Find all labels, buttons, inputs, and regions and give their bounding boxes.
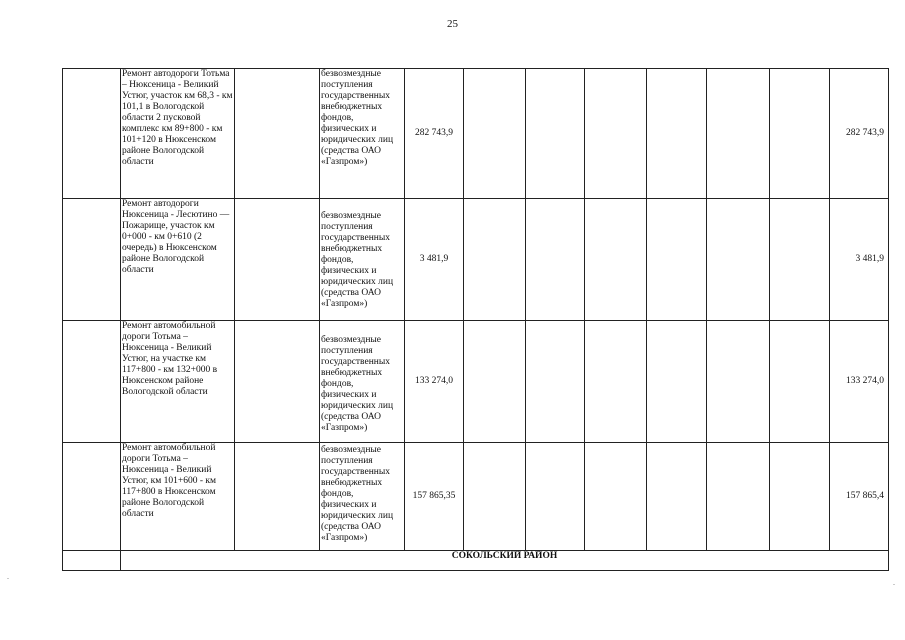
empty-cell	[464, 69, 526, 199]
total-cell: 3 481,9	[830, 199, 889, 321]
empty-cell	[647, 69, 707, 199]
empty-cell	[235, 199, 320, 321]
empty-cell	[647, 443, 707, 551]
empty-cell	[585, 199, 647, 321]
empty-cell	[585, 443, 647, 551]
funding-source: безвозмездные поступления государственных внебюджетных фондов, физических и юридических лиц (средства ОАО «Газпром»)	[320, 321, 405, 443]
empty-cell	[526, 69, 585, 199]
empty-cell	[235, 321, 320, 443]
empty-cell	[63, 69, 121, 199]
empty-cell	[63, 443, 121, 551]
amount-cell: 157 865,35	[405, 443, 464, 551]
total-cell: 133 274,0	[830, 321, 889, 443]
table-row	[63, 443, 889, 551]
budget-table	[62, 68, 889, 571]
table-row	[63, 69, 889, 199]
scan-mark: .	[7, 572, 9, 581]
section-row	[63, 551, 889, 571]
page-number: 25	[447, 18, 458, 30]
empty-cell	[526, 443, 585, 551]
empty-cell	[63, 321, 121, 443]
empty-cell	[235, 443, 320, 551]
empty-cell	[526, 321, 585, 443]
total-cell: 157 865,4	[830, 443, 889, 551]
funding-source: безвозмездные поступления государственных внебюджетных фондов, физических и юридических лиц (средства ОАО «Газпром»)	[320, 443, 405, 551]
empty-cell	[770, 69, 830, 199]
amount-cell: 282 743,9	[405, 69, 464, 199]
empty-cell	[707, 69, 770, 199]
empty-cell	[647, 321, 707, 443]
empty-cell	[770, 199, 830, 321]
empty-cell	[707, 321, 770, 443]
funding-source: безвозмездные поступления государственных внебюджетных фондов, физических и юридических лиц (средства ОАО «Газпром»)	[320, 69, 405, 199]
empty-cell	[464, 199, 526, 321]
empty-cell	[707, 443, 770, 551]
section-title: СОКОЛЬСКИЙ РАЙОН	[121, 551, 889, 571]
total-cell: 282 743,9	[830, 69, 889, 199]
object-description: Ремонт автодороги Нюксеница - Лесютино — Пожарище, участок км 0+000 - км 0+610 (2 очередь) в Нюксенском районе Вологодской области	[121, 199, 235, 321]
object-description: Ремонт автомобильной дороги Тотьма – Нюксеница - Великий Устюг, км 101+600 - км 117+800 в Нюксенском районе Вологодской области	[121, 443, 235, 551]
empty-cell	[464, 443, 526, 551]
empty-cell	[235, 69, 320, 199]
amount-cell: 3 481,9	[405, 199, 464, 321]
empty-cell	[770, 321, 830, 443]
object-description: Ремонт автомобильной дороги Тотьма – Нюксеница - Великий Устюг, на участке км 117+800 - км 132+000 в Нюксенском районе Вологодской области	[121, 321, 235, 443]
amount-cell: 133 274,0	[405, 321, 464, 443]
empty-cell	[63, 199, 121, 321]
empty-cell	[585, 321, 647, 443]
funding-source: безвозмездные поступления государственных внебюджетных фондов, физических и юридических лиц (средства ОАО «Газпром»)	[320, 199, 405, 321]
empty-cell	[526, 199, 585, 321]
empty-cell	[647, 199, 707, 321]
scan-mark: .	[893, 578, 895, 587]
table-row	[63, 199, 889, 321]
empty-cell	[707, 199, 770, 321]
table-row	[63, 321, 889, 443]
empty-cell	[770, 443, 830, 551]
empty-cell	[464, 321, 526, 443]
empty-cell	[63, 551, 121, 571]
object-description: Ремонт автодороги Тотьма – Нюксеница - Великий Устюг, участок км 68,3 - км 101,1 в Вологодской области 2 пусковой комплекс км 89+800 - км 101+120 в Нюксенском районе Вологодской области	[121, 69, 235, 199]
empty-cell	[585, 69, 647, 199]
